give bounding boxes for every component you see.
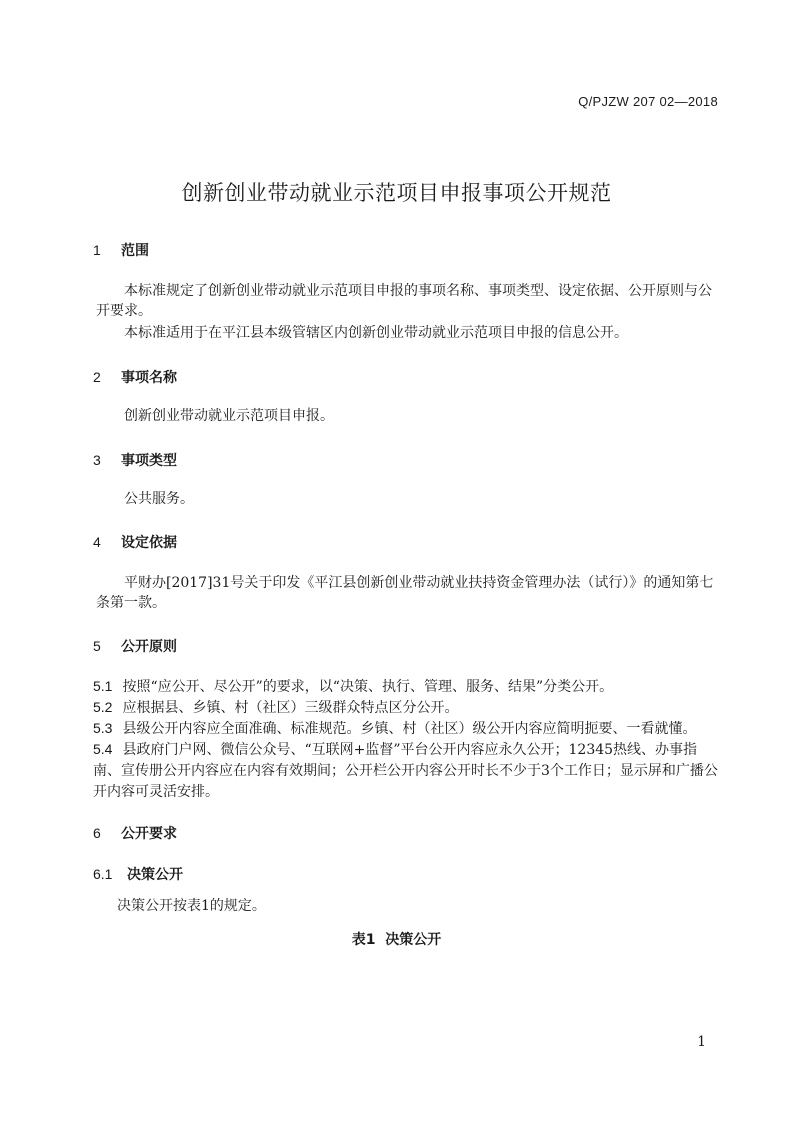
item-text: 按照“应公开、尽公开”的要求，以“决策、执行、管理、服务、结果”分类公开。: [122, 679, 614, 695]
item-number: 5.2: [93, 699, 113, 715]
section-2-heading: [93, 367, 177, 387]
section-4-paragraph: 平财办[2017]31号关于印发《平江县创新创业带动就业扶持资金管理办法（试行）》的通知第七条第一款。: [96, 575, 714, 611]
section-number: 5: [93, 638, 101, 654]
item-number: 5.3: [93, 720, 113, 736]
principle-item: [93, 697, 718, 719]
subsection-title: 决策公开: [127, 867, 183, 883]
section-title: 公开原则: [121, 639, 177, 655]
section-1-paragraph-2: 本标准适用于在平江县本级管辖区内创新创业带动就业示范项目申报的信息公开。: [124, 325, 628, 341]
item-text: 县级公开内容应全面准确、标准规范。乡镇、村（社区）级公开内容应简明扼要、一看就懂。: [122, 721, 697, 737]
section-number: 2: [93, 369, 101, 385]
subsection-6-1-heading: [93, 864, 183, 884]
section-title: 事项名称: [121, 370, 177, 386]
page-number: 1: [697, 1034, 706, 1050]
item-text: 县政府门户网、微信公众号、“互联网+监督”平台公开内容应永久公开；12345热线、办事指南、宣传册公开内容应在内容有效期间；公开栏公开内容公开时长不少于3个工作日；显示屏和广播公开内容可灵活安排。: [93, 742, 718, 800]
section-number: 4: [93, 534, 101, 550]
section-title: 范围: [121, 243, 149, 259]
principle-item: [93, 718, 718, 740]
section-6-heading: [93, 823, 177, 843]
principle-item: [93, 739, 718, 803]
subsection-6-1-paragraph: 决策公开按表1的规定。: [117, 898, 266, 914]
section-2-paragraph: 创新创业带动就业示范项目申报。: [124, 408, 334, 424]
section-number: 3: [93, 452, 101, 468]
section-title: 设定依据: [121, 535, 177, 551]
section-title: 事项类型: [121, 453, 177, 469]
section-number: 1: [93, 242, 101, 258]
section-3-heading: [93, 450, 177, 470]
item-number: 5.1: [93, 678, 113, 694]
principle-item: [93, 676, 718, 698]
section-title: 公开要求: [121, 826, 177, 842]
table-caption: 表1 决策公开: [351, 932, 442, 948]
section-number: 6: [93, 825, 101, 841]
item-text: 应根据县、乡镇、村（社区）三级群众特点区分公开。: [122, 700, 459, 716]
document-code: Q/PJZW 207 02—2018: [578, 94, 718, 109]
item-number: 5.4: [93, 741, 113, 757]
section-4-heading: [93, 532, 177, 552]
section-3-paragraph: 公共服务。: [124, 491, 194, 507]
document-title: 创新创业带动就业示范项目申报事项公开规范: [181, 181, 612, 205]
section-5-heading: [93, 636, 177, 656]
section-1-heading: [93, 240, 149, 260]
subsection-number: 6.1: [93, 866, 113, 882]
section-1-paragraph-1: 本标准规定了创新创业带动就业示范项目申报的事项名称、事项类型、设定依据、公开原则与公开要求。: [96, 283, 712, 319]
